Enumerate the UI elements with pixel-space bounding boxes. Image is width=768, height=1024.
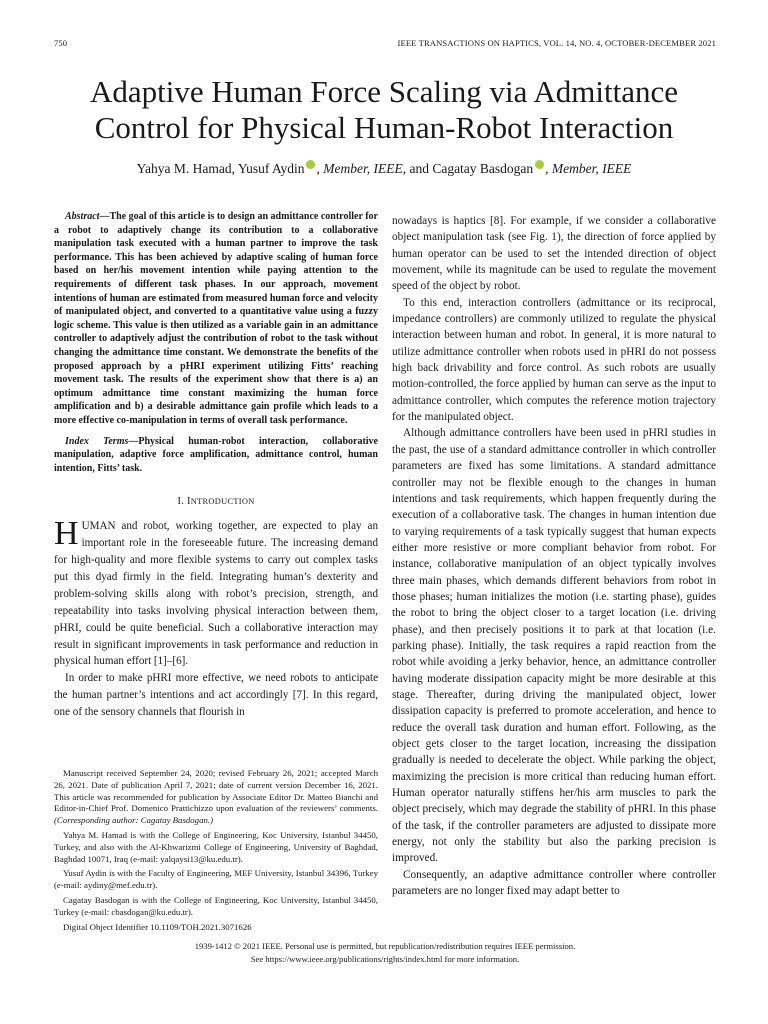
author-names-2: , and Cagatay Basdogan	[402, 161, 534, 176]
abstract	[54, 210, 378, 428]
abstract-text: —The goal of this article is to design an admittance controller for a robot to adaptively change its contribution to a collaborative manipulation task executed with a human partner to improve the task performance. This has been achieved by adaptive scaling of human force based on her/his movement intention while paying attention to the requirements of different task phases. In our approach, movement intentions of human are estimated from measured human force and velocity of manipulated object, and converted to a quantitative value using a fuzzy logic scheme. This value is then utilized as a variable gain in an admittance controller to adaptively adjust the contribution of robot to the task without changing the admittance time constant. We demonstrate the benefits of the proposed approach by a pHRI experiment utilizing Fitts’ reaching movement task. The results of the experiment show that there is a) an optimum admittance time constant maximizing the human force amplification and b) a desirable admittance gain profile which leads to a more effective co-manipulation in terms of overall task performance.	[54, 211, 378, 426]
footnote-author-1: Yahya M. Hamad is with the College of Engineering, Koc University, Istanbul 34450, Turkey, and also with the Al-Khwarizmi College of Engineering, University of Baghdad, Baghdad 10071, Iraq (e-mail: yalqaysi13@ku.edu.tr).	[54, 829, 378, 864]
orcid-icon[interactable]	[306, 160, 315, 169]
author-membership-1: Member, IEEE	[323, 161, 403, 176]
journal-name: IEEE TRANSACTIONS ON HAPTICS, VOL. 14, NO. 4, OCTOBER-DECEMBER 2021	[397, 38, 716, 48]
footnote-corresponding: (Corresponding author: Cagatay Basdogan.)	[54, 815, 213, 826]
author-membership-2: Member, IEEE	[551, 161, 632, 176]
intro-paragraph-1-text: UMAN and robot, working together, are expected to play an important role in the foreseeable future. The increasing demand for high-quality and more flexible systems to carry out complex tasks put this dyad firmly in the field. Integrating human’s dexterity and problem-solving skills along with robot’s precision, strength, and repeatability into tasks involving physical interaction between them, pHRI, could be quite beneficial. Such a collaborative interaction may result in significant improvements in task performance and reduction in physical human effort [1]–[6].	[54, 520, 378, 668]
section-title: NTRODUCTION	[190, 497, 255, 507]
index-terms-text: —Physical human-robot interaction, collaborative manipulation, adaptive force amplification, admittance control, human intention, Fitts’ task.	[54, 435, 378, 474]
right-column	[392, 213, 716, 899]
right-paragraph-1: nowadays is haptics [8]. For example, if we consider a collaborative object manipulation task (see Fig. 1), the direction of force applied by human operator can be used to set the intended direction of object movement, while its magnitude can be used to regulate the movement speed of the object by robot.	[392, 215, 716, 293]
intro-paragraph-1	[54, 515, 378, 670]
section-numeral: I. I	[177, 496, 191, 508]
footnotes	[54, 768, 378, 936]
footnote-manuscript-text: Manuscript received September 24, 2020; revised February 26, 2021; accepted March 26, 2021. Date of publication April 7, 2021; date of current version December 16, 2021. This article was recommended for publication by Associate Editor Dr. Matteo Bianchi and Editor-in-Chief Prof. Domenico Prattichizzo upon evaluation of the reviewers’ comments.	[54, 768, 378, 814]
footnote-manuscript	[54, 768, 378, 827]
author-names-1: Yahya M. Hamad, Yusuf Aydin	[136, 161, 305, 176]
right-paragraph-4: Consequently, an adaptive admittance controller where controller parameters are no longer fixed may adapt better to	[392, 868, 716, 898]
orcid-icon[interactable]	[535, 160, 544, 169]
index-terms	[54, 435, 378, 476]
author-line: Yahya M. Hamad, Yusuf Aydin , Member, IEEE, and Cagatay Basdogan , Member, IEEE	[136, 161, 632, 176]
copyright-line-2: See https://www.ieee.org/publications/rights/index.html for more information.	[250, 953, 520, 964]
right-paragraph-3: Although admittance controllers have been used in pHRI studies in the past, the use of a standard admittance controller in which controller parameters are fixed has some limitations. A standard admittance controller may not be flexible enough to the changes in human intentions and task requirements, which happen frequently during the execution of a collaborative task. The changes in human intention due to varying requirements of a task typically suggest that human expects either more resistive or more compliant behavior from robot. For instance, collaborative manipulation of an object typically involves three main phases, which demands different behaviors from robot in those phases; human initializes the motion (i.e. starting phase), guides the robot to bring the object closer to a target location (i.e. driving phase), and then precisely positions it to park at that location (i.e. parking phase). Initially, the task requires a rapid reaction from the robot while avoiding a jerky behavior, hence, an admittance controller having moderate dissipation capacity might be more desirable at this stage. Thereafter, during driving the manipulated object, lower dissipation capacity is preferred to promote acceleration, and hence to reduce the overall task duration and human effort. Following, as the object gets closer to the target location, increasing the dissipation gradually is needed to decelerate the object. While parking the object, maximizing the precision is more critical than reducing human effort. Human operator naturally stiffens her/his arm muscles to park the object precisely, which may degrade the stability of pHRI. In this phase of the task, if the controller parameters are adjusted to dissipate more energy, not only the stability but also the parking precision is improved.	[392, 427, 716, 865]
footnote-author-2: Yusuf Aydin is with the Faculty of Engineering, MEF University, Istanbul 34396, Turkey (e-mail: aydiny@mef.edu.tr).	[54, 868, 378, 891]
left-column	[54, 210, 378, 721]
page-number: 750	[54, 38, 68, 48]
copyright-notice	[54, 940, 716, 965]
drop-cap: H	[54, 515, 79, 553]
intro-paragraph-2: In order to make pHRI more effective, we need robots to anticipate the human partner’s intentions and act accordingly [7]. In this regard, one of the sensory channels that flourish in	[54, 672, 378, 719]
title-line-2: Control for Physical Human-Robot Interaction	[94, 110, 674, 145]
footnote-author-3: Cagatay Basdogan is with the College of Engineering, Koc University, Istanbul 34450, Turkey (e-mail: cbasdogan@ku.edu.tr).	[54, 894, 378, 917]
right-paragraph-2: To this end, interaction controllers (admittance or its reciprocal, impedance controllers) are commonly utilized to regulate the physical interaction between human and robot. In general, it is more natural to utilize admittance controller when robots used in pHRI do not possess high back drivability and force control. As such robots are usually motion-controlled, the force applied by human can serve as the input to admittance controller, which computes the reference motion trajectory for the manipulated object.	[392, 296, 716, 424]
copyright-line-1: 1939-1412 © 2021 IEEE. Personal use is permitted, but republication/redistribution requires IEEE permission.	[194, 941, 576, 951]
index-terms-lead: Index Terms	[65, 435, 129, 447]
title-line-1: Adaptive Human Force Scaling via Admittance	[90, 74, 678, 109]
section-heading-introduction	[54, 494, 378, 511]
footnote-doi: Digital Object Identifier 10.1109/TOH.2021.3071626	[63, 921, 252, 932]
abstract-lead: Abstract	[65, 211, 100, 222]
paper-title	[40, 74, 728, 146]
